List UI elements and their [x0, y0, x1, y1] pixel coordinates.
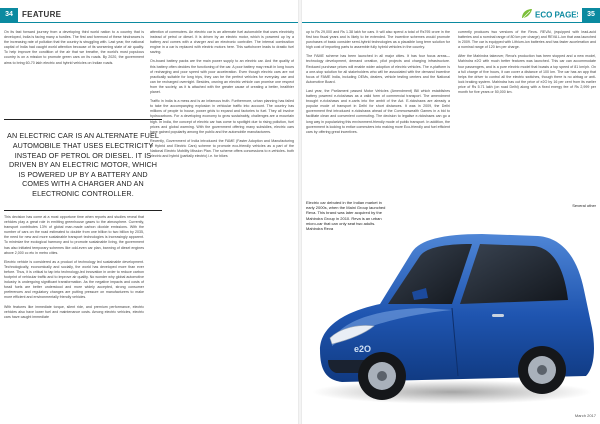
- logo-text: ECO PAGES: [535, 10, 578, 20]
- paragraph: The FAME scheme has been launched in all major cities. It has four focus areas—technology development, demand creation, pilot projects and charging infrastructure. Reduced purchase prices will enable wider adoption of electric vehicles. The e-platform is a one-stop solution for all stakeholders who will be associated with the demand incentive focus of FAME India, including OEMs, dealers, vehicle testing centers and the National Automotive Board.: [306, 54, 450, 84]
- paragraph: currently produces two versions of the Reva- REVAi, (equipped with lead-acid batteries and a nominal range of 80 km per charge) and REVA L-ion that was launched in 2009. The car is equipped with Lithium-ion batteries and has faster acceleration and a nominal range of 120 km per charge.: [458, 30, 596, 50]
- section-title: FEATURE: [22, 10, 62, 19]
- paragraph: After the Mahindra takeover, Reva's production has been stopped and a new model, Mahindra e2O with much better features was launched. This car can accommodate four passengers, and is a pure electric model that boasts a top speed of 81 km/ph. On a full charge of five hours, it can cover a distance of 100 km. The car has an app that helps the driver to control all the electric switches, though there is no airbag or anti-lock braking system. Mahindra has cut the price of e2O by 16 per cent from its earlier price of Rs 5.71 lakh (on road Delhi) along with a fixed energy fee of Rs 2,999 per month for five years or 50,000 km.: [458, 54, 596, 95]
- issue-date: March 2017: [574, 413, 596, 418]
- paragraph: Recently, Government of India introduced the FAME (Faster Adoption and Manufacturing of Hybrid and Electric Cars) scheme to promote eco-friendly vehicles as a part of the National Electric Mobility Mission Plan. The scheme offers concessions to e-vehicles- both electric and hybrid (partially electric) i.e. for bikes: [150, 138, 294, 159]
- left-col2: [150, 30, 294, 420]
- svg-text:e2O: e2O: [354, 344, 372, 354]
- page-number-right: 35: [582, 8, 600, 22]
- page-number-left: 34: [0, 8, 18, 22]
- pull-quote-text: AN ELECTRIC CAR IS AN ALTERNATE FUEL AUTOMOBILE THAT USES ELECTRICITY INSTEAD OF PETROL OR DIESEL. IT IS DRIVEN BY AN ELECTRIC MOTOR, WHICH IS POWERED UP BY A BATTERY AND COMES WITH A CHARGER AND AN ELECTRONIC CONTROLLER.: [7, 131, 159, 198]
- right-page: [302, 0, 600, 424]
- paragraph: With features like immediate torque, silent ride, and premium performance, electric vehicles also have lower fuel and maintenance costs. Among electric vehicles, electric cars have caught immediate: [4, 304, 144, 319]
- paragraph: On its fast forward journey from a developing third world nation to a country that is developed, India is facing many a hurdles. The first and foremost of these hindrances is the increasing rate of pollution that the country is struggling with. Last year, the national capital of India had caught world attention because of its worsening state of air quality. To help improve the condition of the air that we breathe, the world's most populous country is on a mission to promote green cars on its roads. By 2020, the government aims to bring 60-70 lakh electric and hybrid vehicles on Indian roads.: [4, 30, 144, 65]
- pull-quote: [4, 119, 162, 211]
- header-rule-left: [0, 22, 298, 23]
- paragraph: On-board battery packs are the main power supply to an electric car. And the quality of this battery often decides the functioning of the car. A poor battery may result in long hours of recharging and poor speed with poor acceleration. Even though electric cars are not practically suitable for long trips, they can be the perfect vehicles for everyday use and can be recharged overnight. Besides, owning an electric vehicle can promise one respect from the society, as it is attached with the greater cause of creating a better, healthier planet.: [150, 59, 294, 95]
- left-col1-bottom: [4, 215, 144, 420]
- right-col2: [458, 30, 596, 198]
- paragraph: up to Rs 29,000 and Rs 1.38 lakh for cars. It will also spend a total of Rs795 crore in the first two fiscal years and is likely to be extended. The incentive schemes would promote purchases of basic consider semi-hybrid technologies as a plausible long term solution for high cost of importing parts to assemble fully hybrid vehicles in the country.: [306, 30, 450, 50]
- paragraph: Electric vehicle is considered as a product of technology led sustainable development. Technologically, economically and socially, the world has developed more than ever before. Thus, it is critical to tap into technology-led innovation in order to reduce carbon footprint of vehicular traffic and to improve air quality. No wonder why global automotive industry is undergoing significant transformation. As the negative impacts and costs of fossil fuels are better understood and more widely accepted, strong consumer preferences and regulatory changes are putting pressure on manufacturers to make more efficient and environmentally friendly vehicles.: [4, 259, 144, 300]
- leaf-icon: [518, 7, 578, 21]
- eco-pages-logo: [518, 7, 578, 21]
- right-col1: [306, 30, 450, 198]
- continued-text: Several other: [572, 203, 596, 208]
- left-page: [0, 0, 298, 424]
- paragraph: This decision has come at a most opportune time when reports and studies reveal that vehicles play a great role in emitting greenhouse gases to the atmosphere. Currently, transport contributes 13% of global man-made carbon dioxide emissions. With the number of cars on the road estimated to double from one billion to two billion by 2035, the need for new and more sustainable transport technologies is increasingly apparent. To minimize the ecological harmony and to promote sustainable living, the government has also initiated temporary schemes like odd-even car plan, banning of diesel engines above 2,000 cc etc in metro cities.: [4, 215, 144, 255]
- paragraph: Last year, the Parliament passed Motor Vehicles (Amendment) Bill which establishes battery powered e-rickshaws as a valid form of commercial transport. The amendment brought e-rickshaws and e-carts into the ambit of the Act. E-rickshaws are already a popular mode of transport in Delhi for short distances. It was in 2009, the Delhi government first introduced e-rickshaws ahead of the Commonwealth Games in a bid to facilitate clean and convenient commuting. The decision to legalise e-rickshaws can go a long way in popularizing this environment-friendly mode of public transport. In addition, the government is looking to entice commuters into making more Eco-friendly and fuel efficient cars by offering great incentives.: [306, 88, 450, 134]
- paragraph: attention of commuters. An electric car is an alternate fuel automobile that uses electricity instead of petrol or diesel. It is driven by an electric motor, which is powered up by a battery and comes with a charger and an electronic controller. The internal combustion engine in a car is replaced with electric motors here. This switchover leads to drastic fuel saving.: [150, 30, 294, 55]
- left-col1-top: [4, 30, 144, 117]
- image-caption: Electric car debuted in the Indian market in early 2000s, when the Maini Group launched Reva. This brand was later acquired by the Mahindra Group in 2010. Reva is an urban micro-car that can only seat two adults. Mahindra Reva: [306, 200, 386, 232]
- header-rule-right: [302, 22, 600, 23]
- paragraph: Traffic in India is a mess and is an infamous truth. Furthermore, urban planning has failed to take the accompanying explosion in vehicular traffic into account. The country has millions of people to house, power grids to expand and factories to fuel. They all involve hydrocarbons. For a developing economy to grow sustainably, challenges are a mountain high. In India, the concept of electric car has come to spotlight due to rising pollution, fuel prices and global warming. With the government offering many subsidies, electric cars have gained popularity among the public and the automobile manufacturers.: [150, 99, 294, 134]
